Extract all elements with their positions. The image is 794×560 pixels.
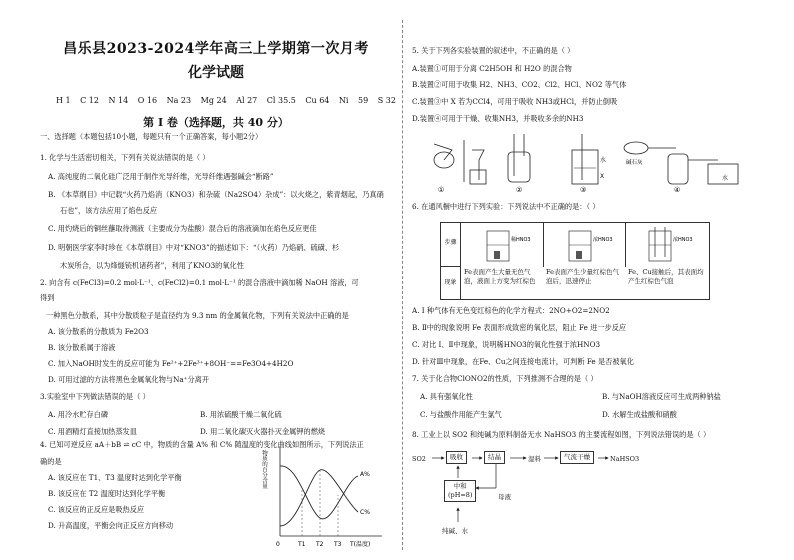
flow-mother-liquor: 母液 [498,493,511,501]
table-cell-phenomenon: Fe表面产生少量红棕色气泡后，迅速停止 [543,267,626,297]
tick-label: T3 [334,541,342,548]
tick-label: 0 [276,541,280,548]
q5-option-a: A.装置①可用于分离 C2H5OH 和 H2O 的混合物 [412,64,572,73]
q4-stem-cont: 确的是 [40,457,62,466]
q7-option-a: A. 具有强氧化性 [420,392,473,401]
tick-label: T(温度) [350,541,371,548]
q5-stem: 5. 关于下列各实验装置的叙述中，不正确的是（ ） [412,46,575,55]
flow-sO2: SO2 [412,455,426,463]
q1-option-d-cont: 木炭所合，以为烽燧铳机诸药者”，利用了KNO3的氧化性 [60,261,244,270]
water-label: 水 [600,157,607,164]
atomic-mass: S 32 [377,96,396,105]
apparatus-label: ③ [580,186,587,194]
exam-subtitle: 化学试题 [188,65,244,81]
atomic-masses [56,96,396,105]
table-cell-phenomenon: Fe表面产生大量无色气泡，液面上方变为红棕色 [461,267,544,297]
q2-option-a: A. 该分散系的分散质为 Fe2O3 [48,327,149,336]
q6-table [440,222,710,300]
atomic-mass: H 1 [56,96,71,105]
q6-stem: 6. 在通风橱中进行下列实验：下列说法中不正确的是：（ ） [412,202,600,211]
apparatus-label: ② [516,186,523,194]
flow-step-crystallize: 结晶 [484,451,505,464]
q2-stem: 2. 向含有 c(FeCl3)=0.2 mol·L⁻¹、c(FeCl2)=0.1 mol·L⁻¹ 的混合溶液中滴加稀 NaOH 溶液，可 [40,278,359,287]
beaker-icon [625,223,709,267]
atomic-mass: Na 23 [166,96,192,105]
reagent-label: 浓HNO3 [593,237,613,243]
q4-option-a: A. 该反应在 T1、T3 温度时达到化学平衡 [48,473,182,482]
reagent-label: 稀HNO3 [511,237,531,243]
q3-option-d: D. 用二氧化碳灭火器扑灭金属钾的燃烧 [200,427,326,436]
q1-option-a: A. 高纯度的二氧化硅广泛用于制作光导纤维，光导纤维遇强碱会“断路” [48,172,274,181]
x-label: X [600,173,605,180]
q5-apparatus-figure [422,130,762,194]
beaker-icon [461,223,543,267]
q4-option-c: C. 该反应的正反应是吸热反应 [48,505,145,514]
flow-wet-material: 湿料 [528,455,541,463]
exam-title: 昌乐县2023-2024学年高三上学期第一次月考 [63,41,369,57]
q7-option-b: B. 与NaOH溶液反应可生成两种钠盐 [602,392,721,401]
q5-option-c: C.装置③中 X 若为CCl4，可用于吸收 NH3或HCl，并防止倒吸 [412,97,618,106]
atomic-mass: N 14 [108,96,129,105]
q3-option-c: C. 用酒精灯直接加热蒸发皿 [48,427,137,436]
water-label: 水 [722,175,729,182]
q7-option-d: D. 水解生成盐酸和硝酸 [602,410,677,419]
q3-option-a: A. 用冷水贮存白磷 [48,410,109,419]
flow-feed: 纯碱、水 [442,527,468,535]
apparatus-2 [508,134,530,194]
q7-stem: 7. 关于化合物ClONO2的性质，下列推测不合理的是（ ） [412,374,598,383]
flow-step-dry: 气流干燥 [560,451,594,464]
q1-option-b-cont: 石也”，该方法应用了焰色反应 [60,206,158,215]
apparatus-4 [624,142,738,194]
atomic-mass: C 12 [80,96,99,105]
q2-option-b: B. 该分散系属于溶液 [48,343,116,352]
beaker-icon [543,223,625,267]
q5-option-b: B.装置②可用于收集 H2、NH3、CO2、Cl2、HCl、NO2 等气体 [412,80,627,89]
table-cell-phenomenon: Fe、Cu接触后，其表面均产生红棕色气泡 [625,267,709,297]
q1-option-b: B. 《本草纲目》中记载“火药乃焰消（KNO3）和杂硫（Na2SO4）杂成”：以火烧之，紫青烟起，乃真硝 [48,190,384,199]
apparatus-3 [572,134,606,194]
apparatus-label: ④ [674,186,681,194]
q4-stem: 4. 已知可逆反应 aA＋bB ⇌ cC 中，物质的含量 A% 和 C% 随温度的变化曲线如图所示，下列说法正 [40,440,364,449]
atomic-mass: Mg 24 [200,96,227,105]
q5-option-d: D.装置④可用于干燥、收集NH3，并吸收多余的NH3 [412,114,584,123]
q6-option-d: D. 针对Ⅲ中现象，在Fe、Cu之间连接电流计，可判断 Fe 是否被氧化 [412,357,634,366]
q2-option-c: C. 加入NaOH时发生的反应可能为 Fe²⁺+2Fe³⁺+8OH⁻==Fe3O4+4H2O [48,359,294,368]
part-title: 第 I 卷（选择题，共 40 分） [143,116,289,129]
tick-label: T1 [298,541,306,548]
table-cell-step [461,223,544,268]
reagent-label: 浓HNO3 [673,237,693,243]
apparatus-label: ① [438,186,445,194]
q1-option-c: C. 用灼烧后的铜丝蘸取待测液（主要成分为盐酸）混合后的溶液滴加在焰色反应更佳 [48,224,317,233]
lime-label: 碱石灰 [626,160,643,166]
table-row-header: 现象 [441,267,461,299]
q8-stem: 8. 工业上以 SO2 和纯碱为原料制备无水 NaHSO3 的主要流程如图，下列说法错误的是（ ） [412,430,711,439]
neutralize-label: 中和 [453,482,467,490]
q4-option-d: D. 升高温度，平衡会向正反应方向移动 [48,521,174,530]
column-divider [402,20,403,550]
flow-product: NaHSO3 [610,455,640,463]
tick-label: T2 [316,541,324,548]
atomic-mass: Cu 64 [305,96,330,105]
apparatus-1 [434,140,486,194]
atomic-mass: Al 27 [236,96,258,105]
curve-a [280,466,358,519]
table-cell-step [543,223,626,268]
q7-option-c: C. 与盐酸作用能产生氯气 [420,410,502,419]
atomic-mass: Cl 35.5 [266,96,296,105]
series-label-a: A% [360,471,370,478]
q3-option-b: B. 用浓硫酸干燥二氧化硫 [200,410,282,419]
q3-stem: 3.实验室中下列做法错误的是（ ） [40,392,150,401]
series-label-c: C% [360,509,370,516]
atomic-mass: O 16 [137,96,158,105]
q6-option-c: C. 对比 Ⅰ、Ⅱ中现象，说明稀HNO3的氧化性强于浓HNO3 [412,340,601,349]
flow-step-absorb: 吸收 [446,451,467,464]
q4-curve-figure [258,440,388,552]
atomic-mass: 59 [358,96,369,105]
table-cell-step [625,223,709,268]
y-axis-label: 物质的百分含量 [261,450,267,489]
flow-step-neutralize [444,480,476,502]
q1-option-d: D. 明朝医学家李时珍在《本草纲目》中对“KNO3”的描述如下：“（火药）乃焰硝、硫磺、杉 [48,243,340,252]
q2-stem-cont2: 一种黑色分散系，其中分散质粒子是直径约为 9.3 nm 的金属氧化物，下列有关说法中正确的是 [46,311,349,320]
q4-option-b: B. 该反应在 T2 温度时达到化学平衡 [48,489,166,498]
q2-option-d: D. 可用过滤的方法将黑色金属氧化物与Na⁺分离开 [48,375,210,384]
q2-stem-cont: 得到 [40,293,55,302]
neutralize-ph: (pH=8) [448,491,473,499]
section-heading: 一、选择题（本题包括10小题，每题只有一个正确答案，每小题2分） [40,132,263,141]
q6-option-b: B. Ⅱ中的现象说明 Fe 表面形成致密的氧化层，阻止 Fe 进一步反应 [412,323,627,332]
table-row-header: 步骤 [441,223,461,267]
atomic-mass: Ni [338,96,349,105]
q8-flow-diagram [412,448,766,552]
q6-option-a: A. Ⅰ 种气体有无色变红棕色的化学方程式：2NO+O2=2NO2 [412,306,610,315]
q1-stem: 1. 化学与生活密切相关，下列有关说法错误的是（ ） [40,153,210,162]
